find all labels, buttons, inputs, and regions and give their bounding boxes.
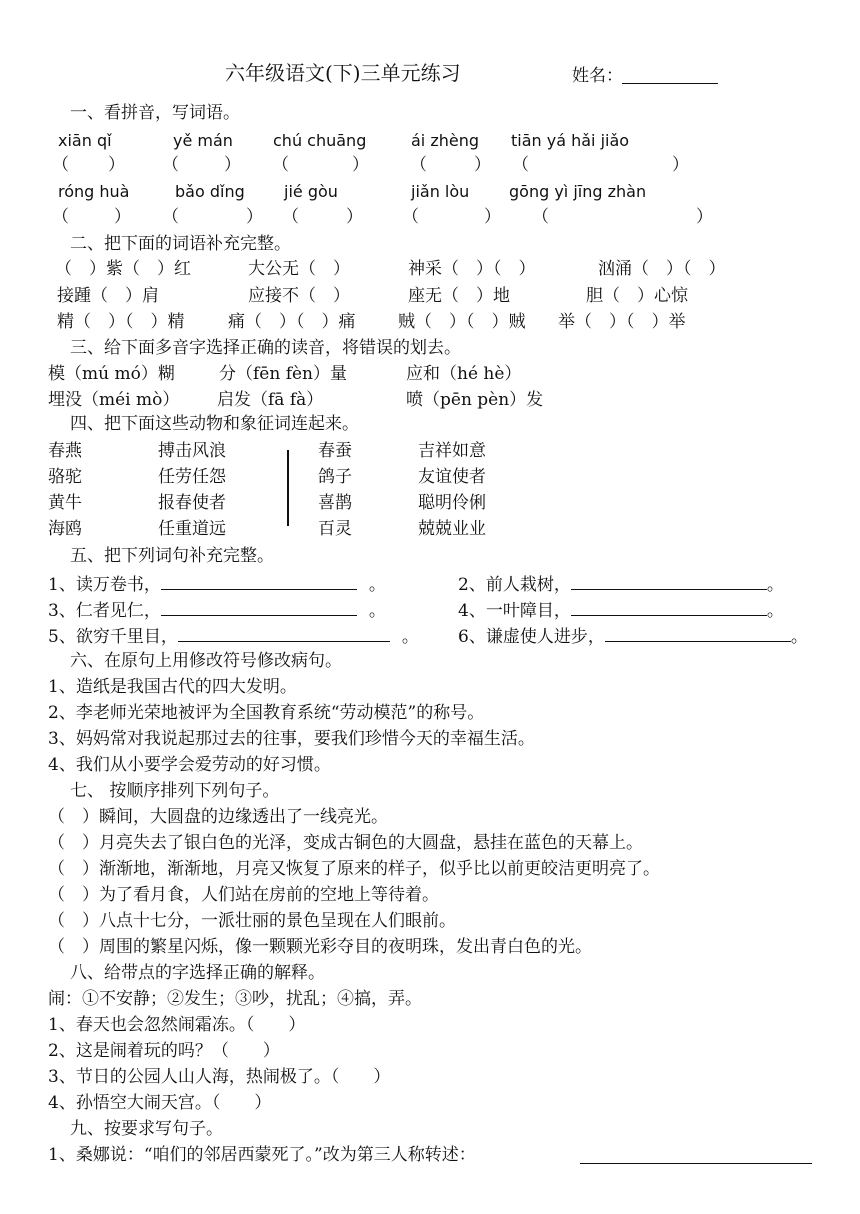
pinyin-item: gōng yì jīng zhàn (509, 182, 647, 201)
symbol-word: 任劳任怨 (158, 467, 226, 487)
animal-item: 海鸥 (48, 519, 82, 539)
name-field[interactable] (622, 66, 718, 84)
pinyin-item: xiān qǐ (58, 131, 112, 150)
paren-open: （ (532, 207, 549, 227)
animal-item: 鸽子 (318, 467, 352, 487)
meaning-item: 2、这是闹着玩的吗？（ ） (48, 1041, 280, 1061)
order-item: （ ）八点十七分，一派壮丽的景色呈现在人们眼前。 (48, 911, 456, 931)
order-item: （ ）月亮失去了银白色的光泽，变成古铜色的大圆盘，悬挂在蓝色的天幕上。 (48, 833, 643, 853)
paren-open: （ (282, 207, 299, 227)
sentence-item: 2、李老师光荣地被评为全国教育系统“劳动模范”的称号。 (48, 703, 485, 723)
paren-close: ） (108, 155, 125, 175)
paren-open: （ (402, 207, 419, 227)
paren-close: ） (224, 155, 241, 175)
symbol-word: 搏击风浪 (158, 441, 226, 461)
idiom-item: 神采（ ）（ ） (408, 259, 536, 279)
polyphone-item: 埋没（méi mò） (48, 390, 180, 410)
idiom-item: 大公无（ ） (248, 259, 350, 279)
paren-close: ） (474, 155, 491, 175)
section-5-heading: 五、把下列词句补充完整。 (70, 546, 274, 566)
polyphone-item: 启发（fā fà） (217, 390, 324, 410)
animal-item: 骆驼 (48, 467, 82, 487)
fill-blank[interactable] (178, 625, 390, 642)
page-title: 六年级语文(下)三单元练习 (225, 61, 461, 85)
fill-blank[interactable] (161, 599, 357, 616)
fill-blank[interactable] (605, 625, 791, 642)
paren-open: （ (52, 155, 69, 175)
paren-close: ） (484, 207, 501, 227)
meaning-item: 3、节日的公园人山人海，热闹极了。（ ） (48, 1067, 391, 1087)
fill-prompt: 4、一叶障目， (458, 601, 571, 621)
paren-close: ） (696, 207, 713, 227)
pinyin-item: yě mán (173, 131, 233, 150)
paren-open: （ (162, 207, 179, 227)
polyphone-item: 模（mú mó）糊 (48, 364, 175, 384)
section-6-heading: 六、在原句上用修改符号修改病句。 (70, 651, 342, 671)
pinyin-item: ái zhèng (411, 131, 480, 150)
fill-blank[interactable] (161, 573, 357, 590)
section-9-heading: 九、按要求写句子。 (70, 1119, 223, 1139)
animal-item: 春燕 (48, 441, 82, 461)
polyphone-item: 应和（hé hè） (406, 364, 522, 384)
idiom-item: 痛（ ）（ ）痛 (228, 312, 356, 332)
animal-item: 黄牛 (48, 493, 82, 513)
polyphone-item: 分（fēn fèn）量 (219, 364, 348, 384)
paren-open: （ (410, 155, 427, 175)
section-3-heading: 三、给下面多音字选择正确的读音，将错误的划去。 (70, 338, 461, 358)
fill-item (48, 599, 386, 621)
symbol-word: 吉祥如意 (418, 441, 486, 461)
definition-line: 闹：①不安静；②发生；③吵，扰乱；④搞，弄。 (48, 989, 422, 1009)
idiom-item: 汹涌（ ）（ ） (598, 259, 726, 279)
animal-item: 春蚕 (318, 441, 352, 461)
fill-prompt: 6、谦虚使人进步， (458, 627, 605, 647)
symbol-word: 兢兢业业 (418, 519, 486, 539)
paren-close: ） (114, 207, 131, 227)
symbol-word: 任重道远 (158, 519, 226, 539)
meaning-item: 4、孙悟空大闹天宫。（ ） (48, 1093, 272, 1113)
idiom-item: 应接不（ ） (248, 286, 350, 306)
paren-close: ） (346, 207, 363, 227)
period: 。 (368, 575, 386, 595)
idiom-item: 贼（ ）（ ）贼 (398, 312, 526, 332)
fill-item (458, 573, 784, 595)
animal-item: 喜鹊 (318, 493, 352, 513)
section-8-heading: 八、给带点的字选择正确的解释。 (70, 963, 325, 983)
idiom-item: 举（ ）（ ）举 (558, 312, 686, 332)
fill-item (48, 625, 419, 647)
animal-item: 百灵 (318, 519, 352, 539)
fill-item (458, 599, 784, 621)
paren-open: （ (512, 155, 529, 175)
idiom-item: 精（ ）（ ）精 (57, 312, 185, 332)
order-item: （ ）渐渐地，渐渐地，月亮又恢复了原来的样子，似乎比以前更皎洁更明亮了。 (48, 859, 660, 879)
pinyin-item: bǎo dǐng (175, 182, 245, 201)
paren-open: （ (162, 155, 179, 175)
divider-line (287, 450, 289, 526)
section-4-heading: 四、把下面这些动物和象征词连起来。 (70, 414, 359, 434)
idiom-item: 胆（ ）心惊 (586, 286, 688, 306)
paren-close: ） (246, 207, 263, 227)
idiom-item: （ ）紫（ ）红 (55, 259, 191, 279)
pinyin-item: róng huà (58, 182, 130, 201)
symbol-word: 友谊使者 (418, 467, 486, 487)
fill-prompt: 1、读万卷书， (48, 575, 161, 595)
polyphone-item: 喷（pēn pèn）发 (406, 390, 544, 410)
fill-blank[interactable] (571, 599, 767, 616)
fill-prompt: 3、仁者见仁， (48, 601, 161, 621)
period: 。 (401, 627, 419, 647)
pinyin-item: tiān yá hǎi jiǎo (511, 131, 630, 150)
section-2-heading: 二、把下面的词语补充完整。 (70, 234, 291, 254)
name-label: 姓名： (572, 66, 623, 86)
period: 。 (766, 575, 784, 595)
order-item: （ ）瞬间，大圆盘的边缘透出了一线亮光。 (48, 807, 388, 827)
period: 。 (368, 601, 386, 621)
fill-item (458, 625, 808, 647)
meaning-item: 1、春天也会忽然闹霜冻。（ ） (48, 1015, 306, 1035)
idiom-item: 座无（ ）地 (408, 286, 510, 306)
paren-open: （ (272, 155, 289, 175)
section-1-heading: 一、看拼音，写词语。 (70, 103, 240, 123)
fill-blank[interactable] (571, 573, 767, 590)
section-7-heading: 七、 按顺序排列下列句子。 (70, 781, 280, 801)
symbol-word: 报春使者 (158, 493, 226, 513)
paren-open: （ (52, 207, 69, 227)
sentence-item: 3、妈妈常对我说起那过去的往事，要我们珍惜今天的幸福生活。 (48, 729, 535, 749)
period: 。 (790, 627, 808, 647)
idiom-item: 接踵（ ）肩 (57, 286, 159, 306)
sentence-item: 1、造纸是我国古代的四大发明。 (48, 677, 297, 697)
rewrite-item: 1、桑娜说：“咱们的邻居西蒙死了。”改为第三人称转述： (48, 1145, 476, 1165)
paren-close: ） (352, 155, 369, 175)
fill-prompt: 5、欲穷千里目， (48, 627, 178, 647)
order-item: （ ）为了看月食，人们站在房前的空地上等待着。 (48, 885, 439, 905)
fill-item (48, 573, 386, 595)
pinyin-item: chú chuāng (273, 131, 367, 150)
order-item: （ ）周围的繁星闪烁，像一颗颗光彩夺目的夜明珠，发出青白色的光。 (48, 937, 592, 957)
paren-close: ） (672, 155, 689, 175)
symbol-word: 聪明伶俐 (418, 493, 486, 513)
sentence-item: 4、我们从小要学会爱劳动的好习惯。 (48, 755, 331, 775)
pinyin-item: jié gòu (284, 182, 338, 201)
period: 。 (766, 601, 784, 621)
fill-prompt: 2、前人栽树， (458, 575, 571, 595)
pinyin-item: jiǎn lòu (411, 182, 470, 201)
rewrite-blank[interactable] (580, 1146, 812, 1164)
